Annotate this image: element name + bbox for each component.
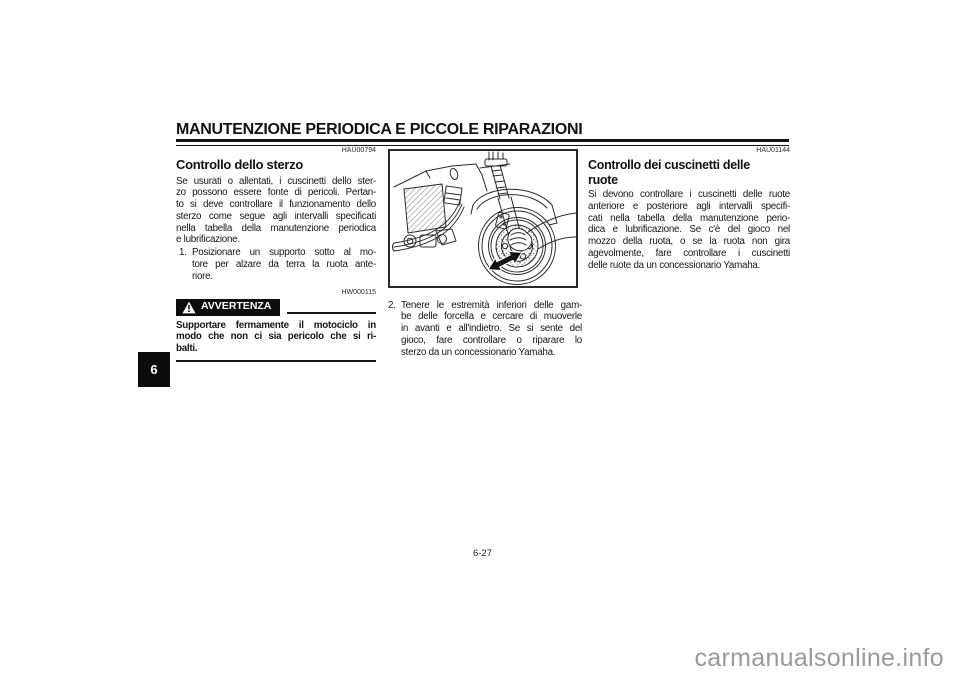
section-heading-steering-check: Controllo dello sterzo: [176, 157, 304, 172]
warning-label: AVVERTENZA: [201, 300, 272, 313]
list-marker: 2.: [388, 299, 396, 311]
right-column: [588, 147, 790, 273]
list-item-2-text: Tenere le estremità inferiori delle gam- be delle forcella e cercare di muoverle in avanti e all'indietro. Se si sente del gioco, fare controllare o riparare lo sterzo da un concessionario Yamaha.: [401, 299, 582, 358]
warning-rule: [287, 312, 376, 314]
left-column: [176, 147, 376, 362]
front-fork-wheel-figure: [388, 149, 578, 288]
chapter-tab: 6: [138, 352, 170, 387]
section-code: HAU01144: [756, 147, 790, 154]
numbered-list-item-1: [176, 247, 376, 282]
page-number: 6-27: [472, 548, 492, 559]
title-double-rule: [176, 139, 789, 146]
list-marker: 1.: [179, 247, 187, 259]
warning-paragraph: Supportare fermamente il motociclo in modo che non ci sia pericolo che si ri- balti.: [176, 319, 376, 355]
section-heading-wheel-bearings: Controllo dei cuscinetti delle ruote: [588, 158, 750, 187]
warning-code: HW000115: [341, 288, 376, 296]
warning-header: [176, 299, 376, 316]
wheel-bearings-paragraph: Si devono controllare i cuscinetti delle ruote anteriore e posteriore agli intervalli specifi- cati nella tabella della manutenzione perio- dica e lubrificazione. Se c'è del gioco nel mozzo della ruota, o se la ruota non gira agevolmente, fare controllare i cuscinetti delle ruote da un concessionario Yamaha.: [588, 189, 790, 271]
warning-triangle-icon: [182, 301, 196, 314]
warning-badge: [176, 299, 280, 316]
section-code: HAU00794: [341, 147, 376, 154]
steering-check-paragraph: Se usurati o allentati, i cuscinetti dello ster- zo possono essere fonte di pericoli. Pertan- to si deve controllare il funzionamento dello sterzo come segue agli intervalli specificati nella tabella della manutenzione periodica e lubrificazione.: [176, 175, 376, 246]
front-fork-wheel-drawing: [390, 151, 576, 286]
page-title: MANUTENZIONE PERIODICA E PICCOLE RIPARAZIONI: [176, 121, 583, 138]
numbered-list-item-2: [385, 299, 582, 358]
watermark: carmanualsonline.info: [694, 644, 944, 672]
section-end-rule: [176, 360, 376, 362]
list-item-1-text: Posizionare un supporto sotto al mo- tore per alzare da terra la ruota ante- riore.: [192, 247, 376, 282]
